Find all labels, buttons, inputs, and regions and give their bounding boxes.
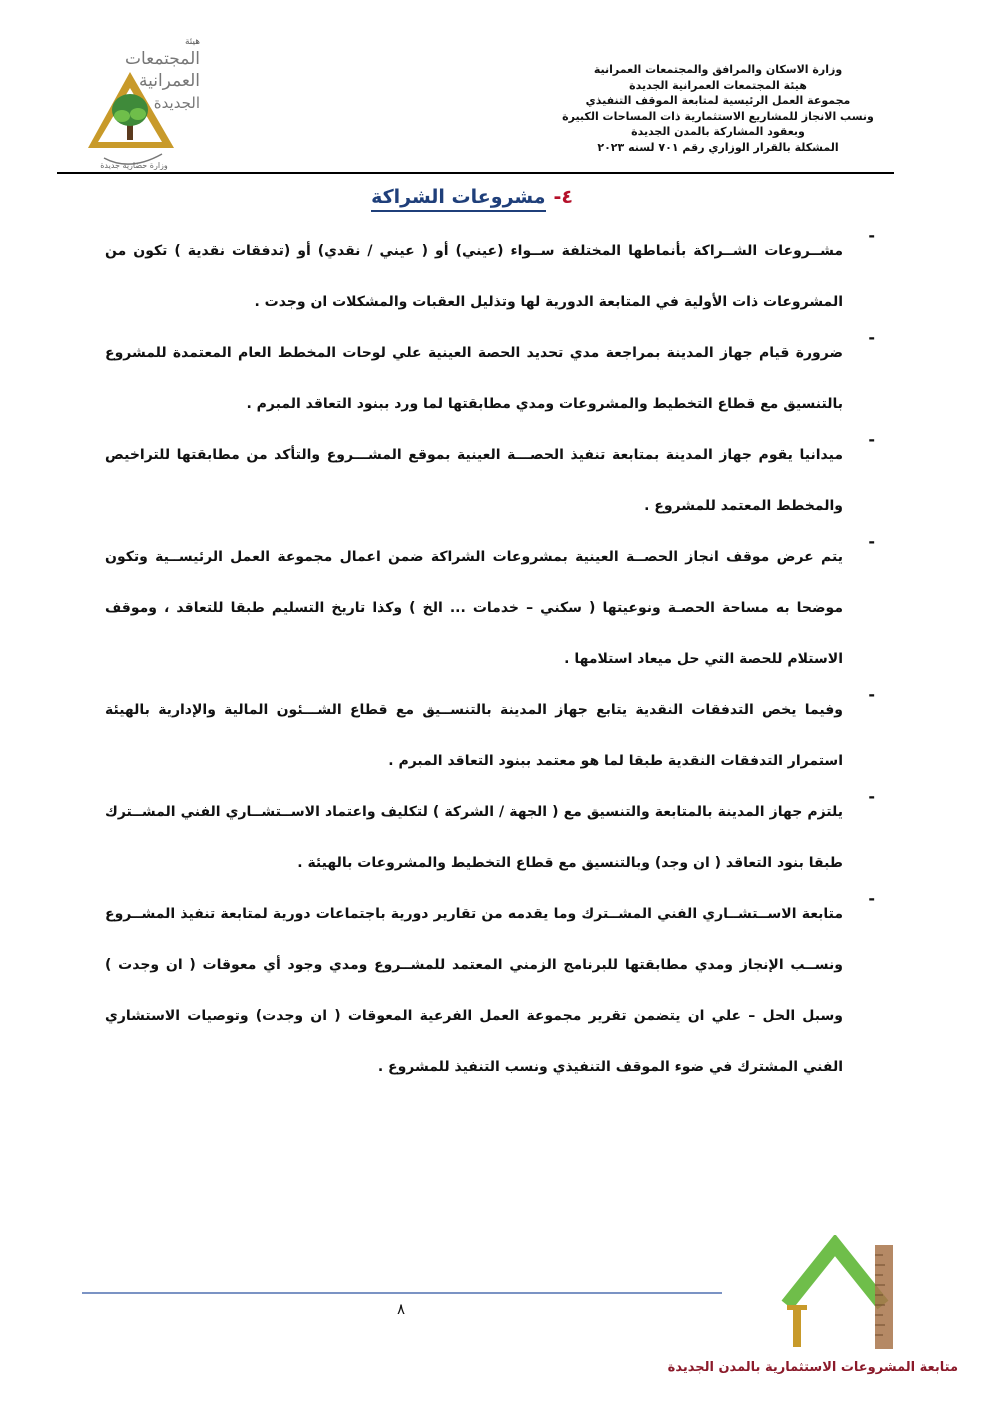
header-line-working-group: مجموعة العمل الرئيسية لمتابعة الموقف التنفيذي — [585, 94, 851, 108]
header-line-progress: ونسب الانجاز للمشاريع الاستثمارية ذات المساحات الكبيرة — [562, 109, 874, 123]
section-heading — [371, 186, 573, 208]
bullet-text: ضرورة قيام جهاز المدينة بمراجعة مدي تحديد الحصة العينية علي لوحات المخطط العام المعتمدة للمشروع بالتنسيق مع قطاع التخطيط والمشروعات ومدي مطابقتها لما ورد ببنود التعاقد المبرم . — [105, 345, 843, 412]
logo-word-gadida: الجديدة — [153, 94, 200, 112]
bullet-item — [0, 328, 993, 430]
bullet-item — [0, 889, 993, 1093]
header-line-contracts: وبعقود المشاركة بالمدن الجديدة — [631, 125, 805, 139]
bullet-item — [0, 685, 993, 787]
logo-slogan: وزارة حضارية جديدة — [100, 161, 168, 170]
bullet-text: وفيما يخص التدفقات النقدية يتابع جهاز المدينة بالتنســيق مع قطاع الشـــئون المالية والإدارية بالهيئة استمرار التدفقات النقدية طبقا لما هو معتمد ببنود التعاقد المبرم . — [105, 702, 843, 769]
bullet-text: مشــروعات الشــراكة بأنماطها المختلفة ســواء (عيني) أو ( عيني / نقدي) أو (تدفقات نقدية ) تكون من المشروعات ذات الأولية في المتابعة الدورية لها وتذليل العقبات والمشكلات ان وجدت . — [105, 243, 843, 310]
logo-word-hayaa: هيئة — [184, 37, 200, 47]
bullet-marker: - — [868, 787, 875, 806]
house-ruler-logo-icon — [775, 1235, 925, 1355]
header-line-authority: هيئة المجتمعات العمرانية الجديدة — [629, 78, 807, 92]
document-header — [553, 62, 883, 156]
bullet-marker: - — [868, 328, 875, 347]
bullet-marker: - — [868, 532, 875, 551]
bullet-marker: - — [868, 430, 875, 449]
section-title: مشروعات الشراكة — [371, 186, 545, 212]
bullet-list — [0, 226, 993, 1093]
footer-divider — [82, 1292, 722, 1294]
header-line-decree: المشكلة بالقرار الوزاري رقم ٧٠١ لسنه ٢٠٢٣ — [597, 140, 839, 154]
header-line-ministry: وزارة الاسكان والمرافق والمجتمعات العمرانية — [593, 63, 843, 76]
bullet-text: ميدانيا يقوم جهاز المدينة بمتابعة تنفيذ الحصـــة العينية بموقع المشـــروع والتأكد من مطابقتها للتراخيص والمخطط المعتمد للمشروع . — [105, 447, 843, 514]
logo-word-omraneya: العمرانية — [138, 71, 200, 91]
ncua-tree-triangle-logo-icon — [82, 30, 207, 170]
bullet-text: متابعة الاســتشــاري الفني المشــترك وما يقدمه من تقارير دورية باجتماعات دورية لمتابعة تنفيذ المشــروع ونســب الإنجاز ومدي مطابقتها للبرنامج الزمني المعتمد للمشــروع ومدي وجود أي معوقات ( ان وجدت ) وسبل الحل – علي ان يتضمن تقرير مجموعة العمل الفرعية المعوقات ( ان وجدت) وتوصيات الاستشاري الفني المشترك في ضوء الموقف التنفيذي ونسب التنفيذ للمشروع . — [105, 906, 843, 1075]
bullet-text: يلتزم جهاز المدينة بالمتابعة والتنسيق مع ( الجهة / الشركة ) لتكليف واعتماد الاســتشــاري الفني المشــترك طبقا بنود التعاقد ( ان وجد) وبالتنسيق مع قطاع التخطيط والمشروعات بالهيئة . — [105, 804, 843, 871]
bullet-marker: - — [868, 685, 875, 704]
header-divider — [57, 172, 894, 174]
logo-word-mujtamaat: المجتمعات — [124, 49, 200, 69]
section-number: ٤- — [553, 186, 573, 208]
bullet-item — [0, 430, 993, 532]
bullet-item — [0, 226, 993, 328]
bullet-marker: - — [868, 889, 875, 908]
page-number: ٨ — [396, 1300, 406, 1318]
footer-caption: متابعة المشروعات الاستثمارية بالمدن الجديدة — [667, 1360, 958, 1375]
bullet-marker: - — [868, 226, 875, 245]
bullet-item — [0, 787, 993, 889]
bullet-item — [0, 532, 993, 685]
bullet-text: يتم عرض موقف انجاز الحصــة العينية بمشروعات الشراكة ضمن اعمال مجموعة العمل الرئيســية وتكون موضحا به مساحة الحصـة ونوعيتها ( سكني – خدمات ... الخ ) وكذا تاريخ التسليم طبقا للتعاقد ، وموقف الاستلام للحصة التي حل ميعاد استلامها . — [105, 549, 843, 667]
